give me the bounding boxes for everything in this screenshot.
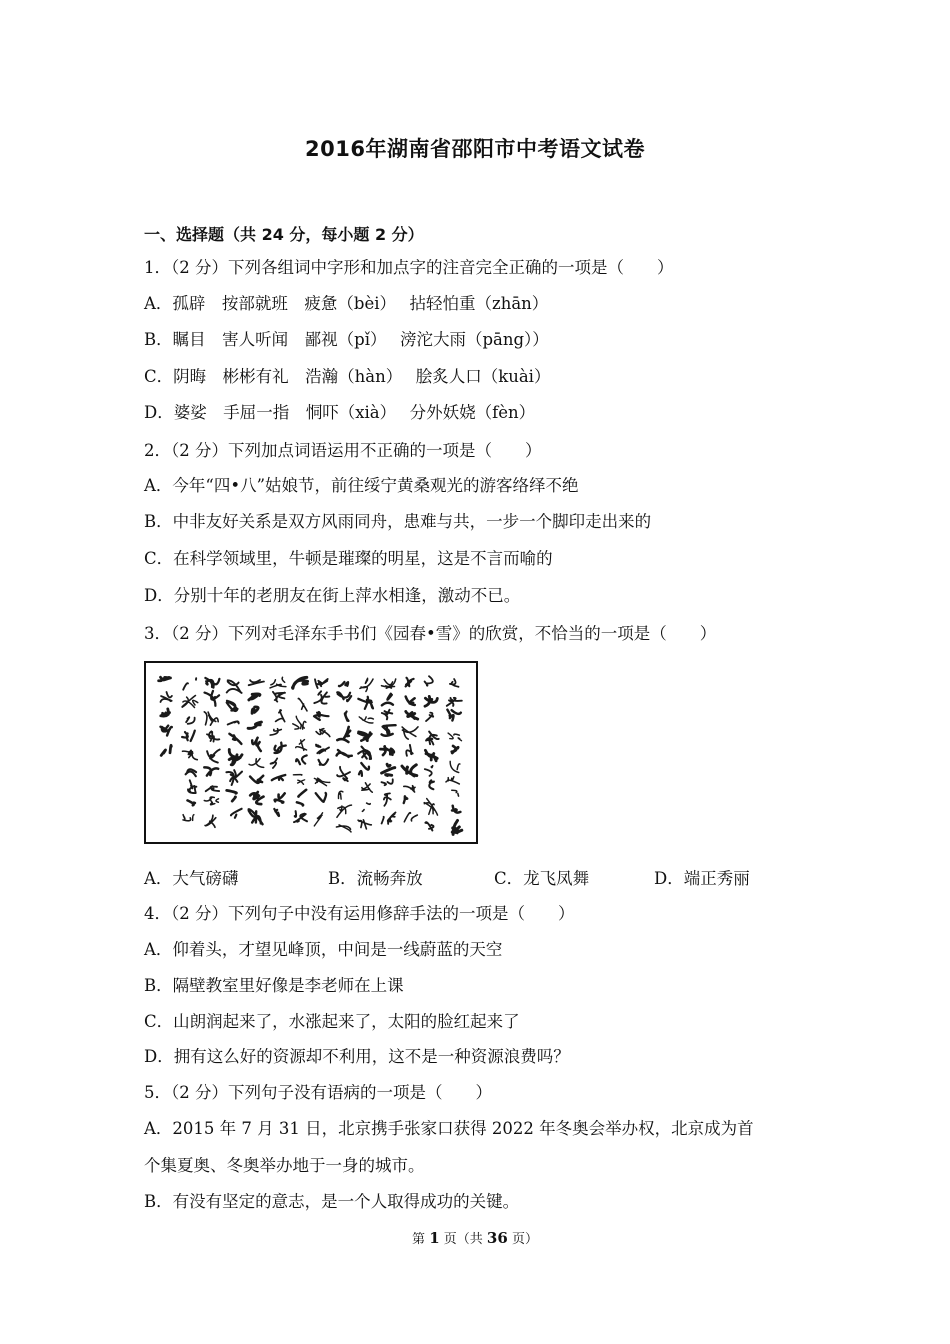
q3-option-c: C．龙飞凤舞	[494, 869, 590, 888]
q1-option-d: D．婆娑 手屈一指 恫吓（xià） 分外妖娆（fèn）	[144, 403, 536, 422]
q5-option-a-cont: 个集夏奥、冬奥举办地于一身的城市。	[144, 1156, 425, 1175]
question-1: 1．（2 分）下列各组词中字形和加点字的注音完全正确的一项是（ ）	[144, 258, 674, 277]
footer-pre: 第	[412, 1232, 426, 1247]
q1-option-a: A．孤辟 按部就班 疲惫（bèi） 拈轻怕重（zhān）	[144, 294, 549, 313]
footer-mid: 页（共	[443, 1232, 483, 1247]
q2-option-c: C．在科学领域里，牛顿是璀璨的明星，这是不言而喻的	[144, 549, 553, 568]
q2-option-a: A．今年“四•八”姑娘节，前往绥宁黄桑观光的游客络绎不绝	[144, 476, 579, 495]
question-2: 2．（2 分）下列加点词语运用不正确的一项是（ ）	[144, 441, 542, 460]
q3-option-a: A．大气磅礴	[144, 869, 239, 888]
q5-option-b: B．有没有坚定的意志，是一个人取得成功的关键。	[144, 1192, 520, 1211]
page-title: 2016年湖南省邵阳市中考语文试卷	[305, 137, 645, 161]
question-5: 5．（2 分）下列句子没有语病的一项是（ ）	[144, 1083, 492, 1102]
footer-page-number: 1	[429, 1229, 440, 1247]
page-footer	[0, 1228, 950, 1247]
footer-post: 页）	[511, 1232, 538, 1247]
calligraphy-image	[144, 661, 478, 844]
q3-option-d: D．端正秀丽	[654, 869, 750, 888]
question-3: 3．（2 分）下列对毛泽东手书们《园春•雪》的欣赏，不恰当的一项是（ ）	[144, 624, 717, 643]
q3-options	[144, 868, 750, 890]
footer-total-pages: 36	[486, 1229, 508, 1247]
q4-option-b: B．隔壁教室里好像是李老师在上课	[144, 976, 404, 995]
q4-option-d: D．拥有这么好的资源却不利用，这不是一种资源浪费吗？	[144, 1047, 570, 1066]
q1-option-c: C．阴晦 彬彬有礼 浩瀚（hàn） 脍炙人口（kuài）	[144, 367, 551, 386]
q2-option-b: B．中非友好关系是双方风雨同舟，患难与共，一步一个脚印走出来的	[144, 512, 652, 531]
q3-option-b: B．流畅奔放	[328, 869, 423, 888]
section-heading: 一、选择题（共 24 分，每小题 2 分）	[144, 225, 424, 244]
q4-option-a: A．仰着头，才望见峰顶，中间是一线蔚蓝的天空	[144, 940, 503, 959]
q1-option-b: B．瞩目 害人听闻 鄙视（pǐ） 滂沱大雨（pāng））	[144, 330, 549, 349]
q5-option-a: A．2015 年 7 月 31 日，北京携手张家口获得 2022 年冬奥会举办权，北京成为首	[144, 1119, 754, 1138]
question-4: 4．（2 分）下列句子中没有运用修辞手法的一项是（ ）	[144, 904, 575, 923]
q2-option-d: D．分别十年的老朋友在街上萍水相逢，激动不已。	[144, 586, 521, 605]
q4-option-c: C．山朗润起来了，水涨起来了，太阳的脸红起来了	[144, 1012, 520, 1031]
